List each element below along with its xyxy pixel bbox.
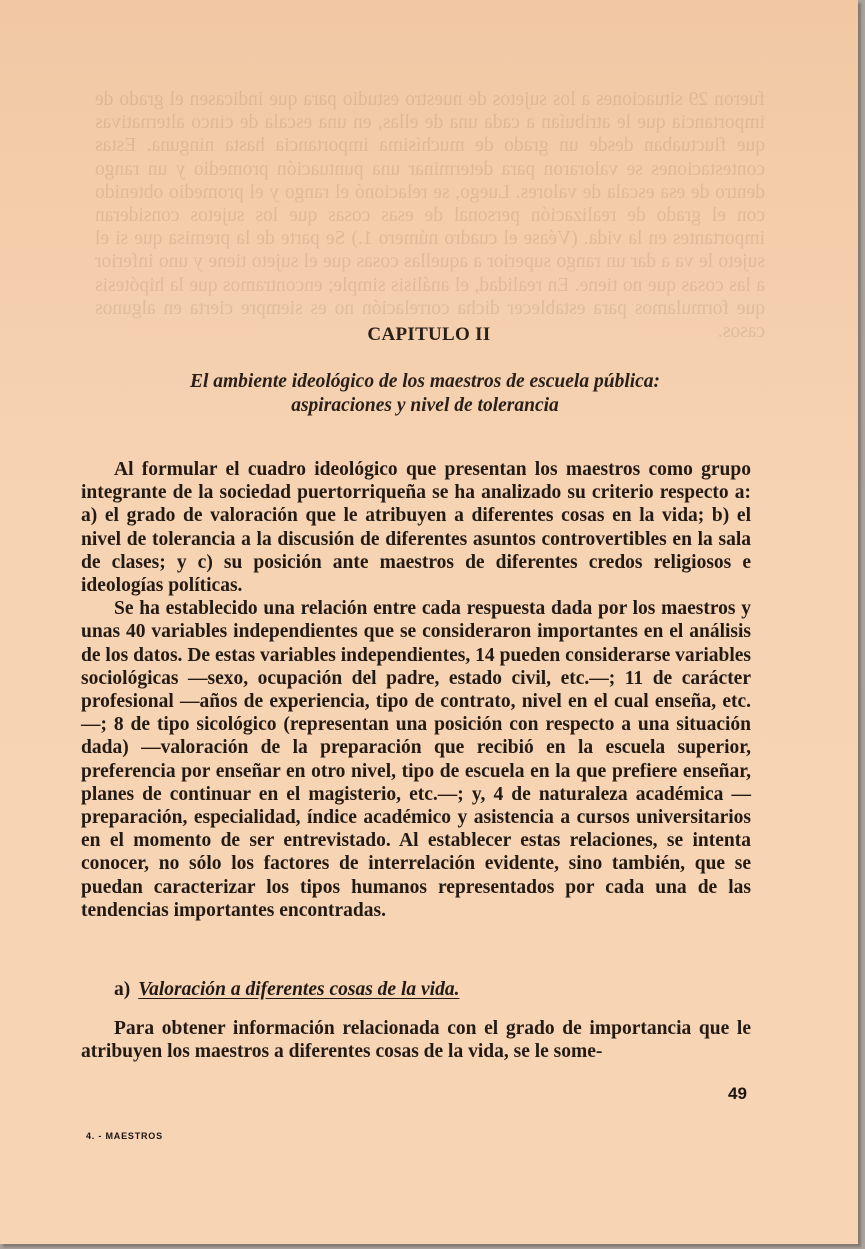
bleed-through-text: [95, 88, 765, 343]
paragraph-1: Al formular el cuadro ideológico que presentan los maestros como grupo integrante de la sociedad puertorriqueña se ha analizado su criterio respecto a: a) el grado de valoración que le atribuyen a diferentes cosas en la vida; b) el nivel de tolerancia a la discusión de diferentes asuntos controvertibles en la sala de clases; y c) su posición ante maestros de diferentes credos religiosos e ideologías políticas.: [81, 459, 751, 597]
chapter-subtitle: [130, 370, 720, 418]
body-text: [81, 458, 751, 922]
paragraph-3: Para obtener información relacionada con el grado de importancia que le atribuyen los maestros a diferentes cosas de la vida, se le some-: [81, 1018, 751, 1063]
bleed-through-paragraph: fueron 29 situaciones a los sujetos de nuestro estudio para que indicasen el grado de importancia que le atribuían a cada una de ellas, en una escala de cinco alternativas que fluctuaban desde un grado de muchísima importancia hasta ninguna. Estas contestaciones se valoraron para determinar una puntuación promedio y un rango dentro de esa escala de valores. Luego, se relacionó el rango y el promedio obtenido con el grado de realización personal de esas cosas que los sujetos consideran importantes en la vida. (Véase el cuadro número 1.) Se parte de la premisa que si el sujeto le va a dar un rango superior a aquellas cosas que el sujeto tiene y uno inferior a las cosas que no tiene. En realidad, el análisis simple; encontramos que la hipótesis que formulamos para establecer dicha correlación no es siempre cierta en algunos casos.: [95, 89, 765, 343]
body-text-continued: [81, 1017, 751, 1063]
subtitle-line-1: El ambiente ideológico de los maestros de escuela pública:: [189, 371, 661, 392]
section-heading: [114, 979, 459, 1001]
page-number: 49: [728, 1084, 747, 1103]
section-title: Valoración a diferentes cosas de la vida.: [138, 979, 460, 1000]
section-marker: a): [114, 979, 131, 1000]
subtitle-line-2: aspiraciones y nivel de tolerancia: [291, 395, 559, 416]
signature-mark: 4. - MAESTROS: [86, 1131, 163, 1141]
paragraph-2: Se ha establecido una relación entre cada respuesta dada por los maestros y unas 40 variables independientes que se consideraron importantes en el análisis de los datos. De estas variables independientes, 14 pueden considerarse variables sociológicas —sexo, ocupación del padre, estado civil, etc.—; 11 de carácter profesional —años de experiencia, tipo de contrato, nivel en el cual enseña, etc.—; 8 de tipo sicológico (representan una posición con respecto a una situación dada) —valoración de la preparación que recibió en la escuela superior, preferencia por enseñar en otro nivel, tipo de escuela en la que prefiere enseñar, planes de continuar en el magisterio, etc.—; y, 4 de naturaleza académica —preparación, especialidad, índice académico y asistencia a cursos universitarios en el momento de ser entrevistado. Al establecer estas relaciones, se intenta conocer, no sólo los factores de interrelación evidente, sino también, que se puedan caracterizar los tipos humanos representados por cada una de las tendencias importantes encontradas.: [81, 598, 751, 921]
chapter-title: CAPITULO II: [367, 324, 491, 345]
